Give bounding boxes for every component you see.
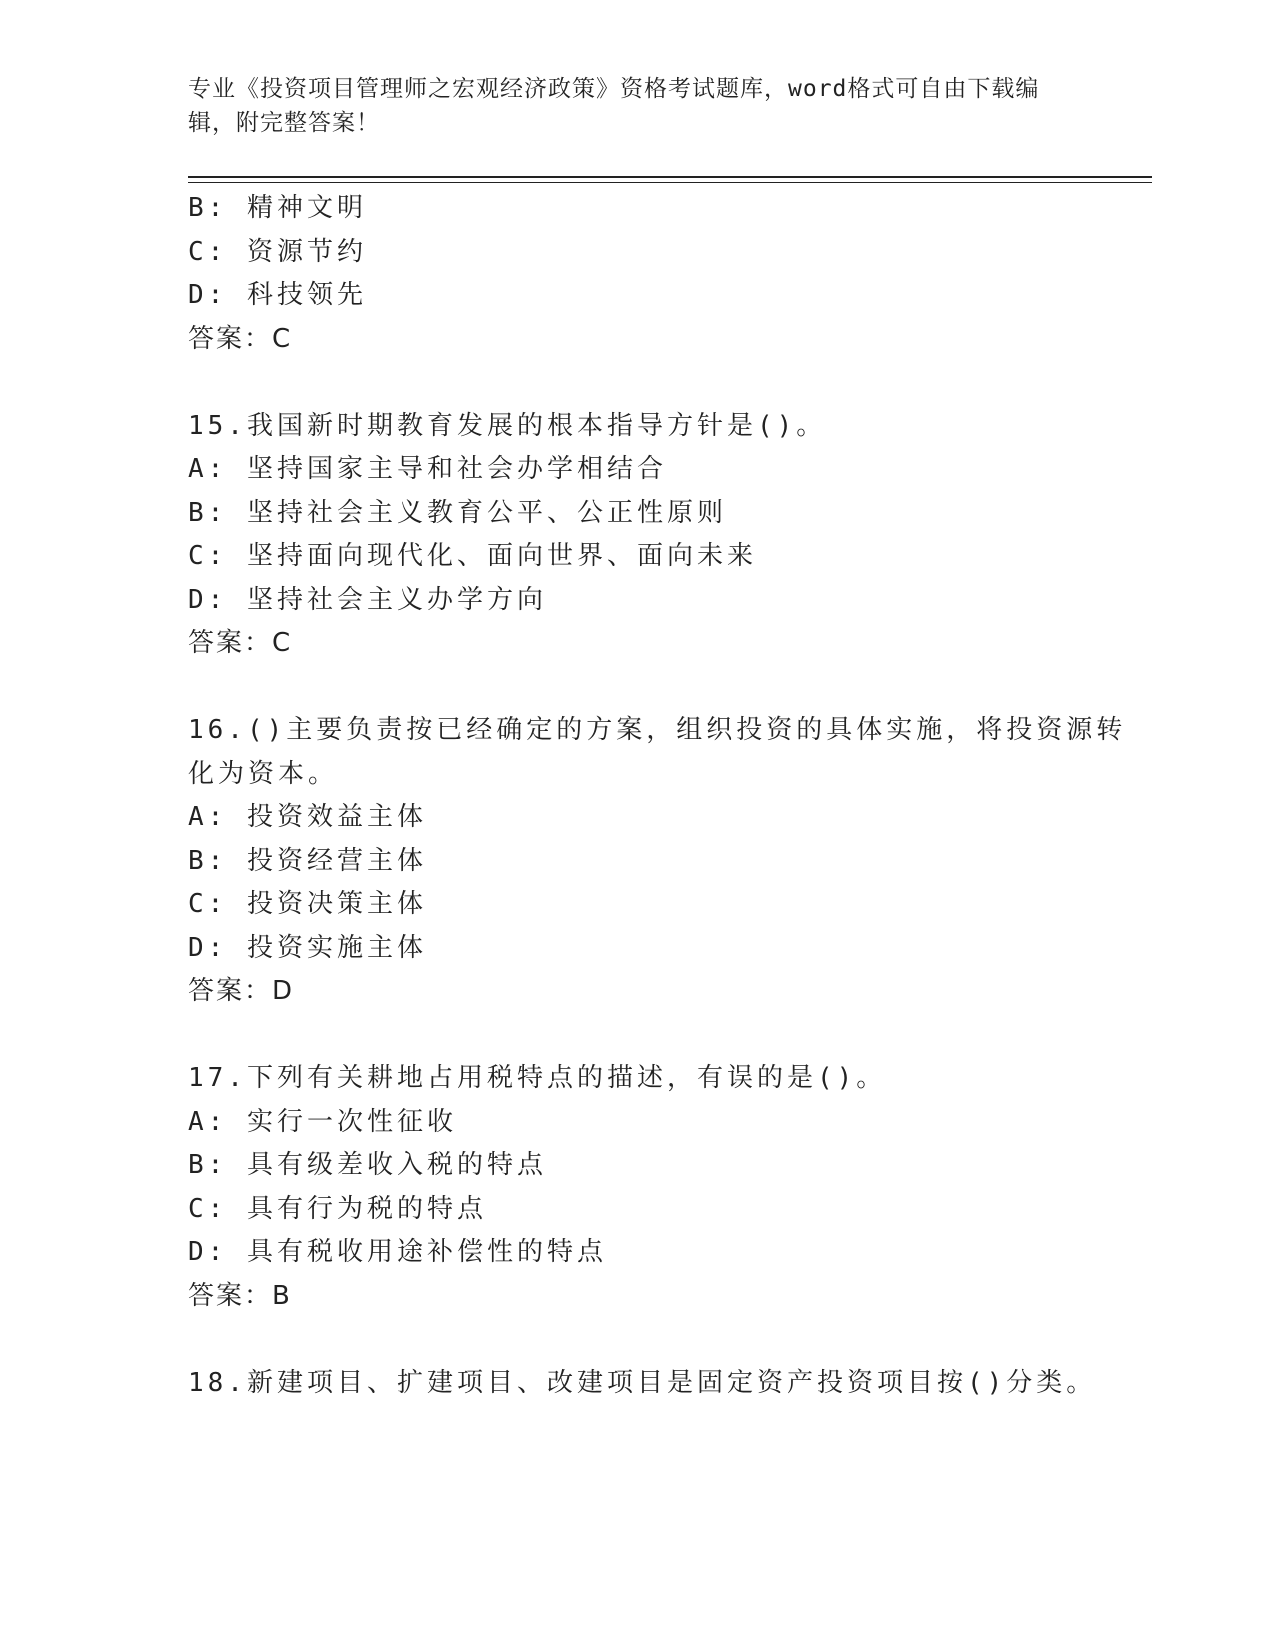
q14-option-c: C: 资源节约 <box>188 237 367 267</box>
q17-answer: 答案：B <box>188 1281 292 1311</box>
q17-option-b: B: 具有级差收入税的特点 <box>188 1150 547 1180</box>
q16-question-line-2: 化为资本。 <box>188 759 339 789</box>
q15-option-a: A: 坚持国家主导和社会办学相结合 <box>188 454 667 484</box>
q17-option-d: D: 具有税收用途补偿性的特点 <box>188 1237 607 1267</box>
header-line-2: 辑，附完整答案！ <box>188 110 380 136</box>
q18-question: 18.新建项目、扩建项目、改建项目是固定资产投资项目按()分类。 <box>188 1368 1097 1398</box>
header-line-1: 专业《投资项目管理师之宏观经济政策》资格考试题库，word格式可自由下载编 <box>188 76 1040 102</box>
header-divider-thin <box>188 182 1152 183</box>
q16-question-line-1: 16.()主要负责按已经确定的方案，组织投资的具体实施，将投资源转 <box>188 715 1127 745</box>
q15-answer: 答案：C <box>188 628 293 658</box>
q17-option-a: A: 实行一次性征收 <box>188 1107 457 1137</box>
q16-option-b: B: 投资经营主体 <box>188 846 427 876</box>
document-header <box>188 72 1088 140</box>
q17-question: 17.下列有关耕地占用税特点的描述，有误的是()。 <box>188 1063 887 1093</box>
q16-option-a: A: 投资效益主体 <box>188 802 427 832</box>
q14-answer: 答案：C <box>188 324 293 354</box>
q15-question: 15.我国新时期教育发展的根本指导方针是()。 <box>188 411 827 441</box>
q16-option-d: D: 投资实施主体 <box>188 933 427 963</box>
q16-answer: 答案：D <box>188 976 295 1006</box>
q17-option-c: C: 具有行为税的特点 <box>188 1194 487 1224</box>
q14-option-b: B: 精神文明 <box>188 193 367 223</box>
q16-option-c: C: 投资决策主体 <box>188 889 427 919</box>
q15-option-c: C: 坚持面向现代化、面向世界、面向未来 <box>188 541 757 571</box>
q14-option-d: D: 科技领先 <box>188 280 367 310</box>
q15-option-b: B: 坚持社会主义教育公平、公正性原则 <box>188 498 727 528</box>
q15-option-d: D: 坚持社会主义办学方向 <box>188 585 547 615</box>
header-divider-thick <box>188 176 1152 178</box>
